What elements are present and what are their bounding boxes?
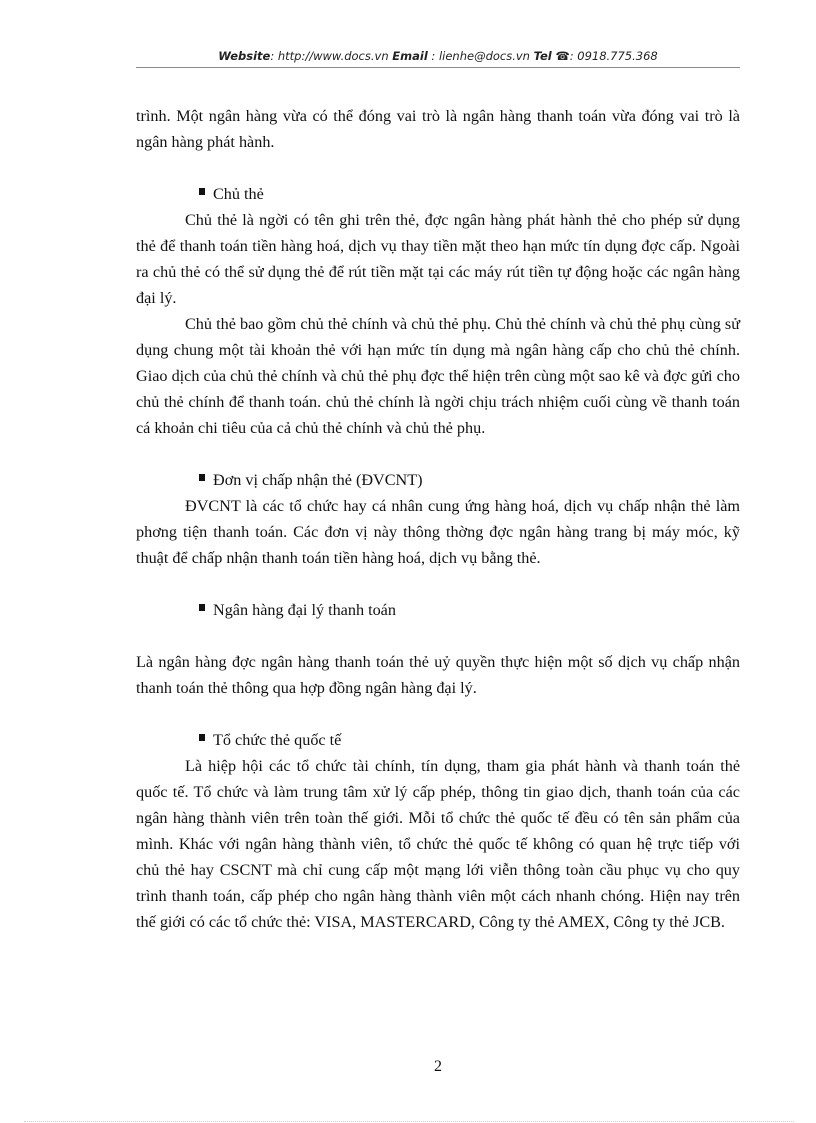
bullet-square-icon [199,188,205,195]
spacer [136,701,740,727]
section-heading-agent-bank: Ngân hàng đại lý thanh toán [136,597,740,623]
bullet-square-icon [199,734,205,741]
footer-rule [24,1121,794,1122]
email-value: : lienhe@docs.vn [427,49,534,63]
website-label: Website [218,49,271,63]
section-heading-merchant: Đơn vị chấp nhận thẻ (ĐVCNT) [136,467,740,493]
tel-value: : 0918.775.368 [569,49,658,63]
card-holder-paragraph-2: Chủ thẻ bao gồm chủ thẻ chính và chủ thẻ phụ. Chủ thẻ chính và chủ thẻ phụ cùng sử dụng chung một tài khoản thẻ với hạn mức tín dụng mà ngân hàng cấp cho chủ thẻ chính. Giao dịch của chủ thẻ chính và chủ thẻ phụ đợc thể hiện trên cùng một sao kê và đợc gửi cho chủ thẻ chính để thanh toán. chủ thẻ chính là ngời chịu trách nhiệm cuối cùng về thanh toán cá khoản chi tiêu của cả chủ thẻ chính và chủ thẻ phụ. [136,315,740,437]
page-number: 2 [434,1058,442,1075]
spacer [136,441,740,467]
merchant-paragraph: ĐVCNT là các tổ chức hay cá nhân cung ứng hàng hoá, dịch vụ chấp nhận thẻ làm phơng tiện thanh toán. Các đơn vị này thông thờng đợc ngân hàng trang bị máy móc, kỹ thuật để chấp nhận thanh toán tiền hàng hoá, dịch vụ bằng thẻ. [136,497,740,567]
card-holder-paragraph-1: Chủ thẻ là ngời có tên ghi trên thẻ, đợc ngân hàng phát hành thẻ cho phép sử dụng thẻ để thanh toán tiền hàng hoá, dịch vụ thay tiền mặt theo hạn mức tín dụng đợc cấp. Ngoài ra chủ thẻ có thể sử dụng thẻ để rút tiền mặt tại các máy rút tiền tự động hoặc các ngân hàng đại lý. [136,211,740,307]
header-rule [136,67,740,68]
intro-paragraph: trình. Một ngân hàng vừa có thể đóng vai trò là ngân hàng thanh toán vừa đóng vai trò là ngân hàng phát hành. [136,107,740,151]
agent-bank-paragraph: Là ngân hàng đợc ngân hàng thanh toán thẻ uỷ quyền thực hiện một số dịch vụ chấp nhận thanh toán thẻ thông qua hợp đồng ngân hàng đại lý. [136,653,740,697]
spacer [136,623,740,649]
email-label: Email [392,49,428,63]
international-org-paragraph: Là hiệp hội các tổ chức tài chính, tín dụng, tham gia phát hành và thanh toán thẻ quốc tế. Tổ chức và làm trung tâm xử lý cấp phép, thông tin giao dịch, thanh toán của các ngân hàng thành viên trên toàn thế giới. Mỗi tổ chức thẻ quốc tế đều có tên sản phẩm của mình. Khác với ngân hàng thành viên, tổ chức thẻ quốc tế không có quan hệ trực tiếp với chủ thẻ hay CSCNT mà chỉ cung cấp một mạng lới viễn thông toàn cầu phục vụ cho quy trình thanh toán, cấp phép cho ngân hàng thành viên một cách nhanh chóng. Hiện nay trên thế giới có các tổ chức thẻ: VISA, MASTERCARD, Công ty thẻ AMEX, Công ty thẻ JCB. [136,757,740,931]
bullet-square-icon [199,604,205,611]
tel-label: Tel [533,49,552,63]
spacer [136,155,740,181]
section-heading-international-org: Tổ chức thẻ quốc tế [136,727,740,753]
website-value: : http://www.docs.vn [270,49,393,63]
section-heading-card-holder: Chủ thẻ [136,181,740,207]
page-content [136,103,740,935]
phone-icon: ☎ [555,49,570,63]
page-header [136,49,740,63]
bullet-square-icon [199,474,205,481]
spacer [136,571,740,597]
